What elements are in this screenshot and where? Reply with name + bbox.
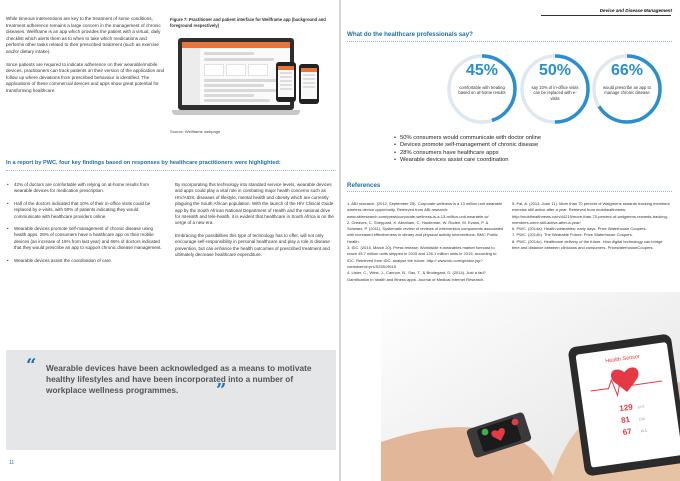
reference-item: 6. PWC. (2014a). Health wearables: early days. Price Waterhouse Coopers. [512, 226, 647, 232]
figure-caption: Figure 7: Practitioner and patient interface for Wellframe app (background and foreground respectively) [170, 17, 326, 28]
decline-icon [512, 419, 519, 426]
divider [347, 41, 672, 42]
stat-label: would prescribe an app to manage chronic disease [603, 85, 651, 96]
quote-open-mark: “ [26, 355, 37, 376]
left-page [0, 0, 339, 481]
phone-image [299, 64, 319, 104]
page-number: 11 [9, 460, 15, 466]
references-column-left [347, 201, 505, 283]
list-item: • Half of the doctors indicated that 10% of their in-office visits could be replaced by e-visits, with 50% of patients indicating they would communicate with healthcare providers online. [6, 201, 166, 220]
stat-value: 45% [465, 62, 499, 79]
body-paragraph: By incorporating this technology into standard service levels, wearable devices and apps could play a vital role in combating major health concerns such as HIV/AIDS, diseases of lifestyle, mental health and obesity which are currently plaguing the South African population. With the launch of the HIV Clinical Guide app by the South African National Department of Health and the national drive for mHealth and tele-health, it is evident that healthcare in South Africa is on the verge of a new era. [175, 182, 334, 226]
unit-sys: SYS [637, 404, 645, 410]
reference-item: 5. Pai, A. (2013, June 11). More than 70 percent of Walgreens rewards tracking members exercise still active after a year. Retrieved from mobihealthnews: http://mobihealthnews.com/44219/more-than-70-percent-of-walgreens-rewards-tracking-members-were-still-active-after-a-year/ [512, 201, 670, 225]
wellframe-figure [172, 34, 322, 122]
reference-item: 8. PWC. (2014c). Healthcare delivery of the future. How digital technology can bridge time and distance between clinicians and consumers. PricewaterhouseCoopers. [512, 238, 663, 251]
stat-circle [444, 51, 520, 127]
intro-paragraph: While timeous interventions are key to the treatment of some conditions, treatment adherence remains a large concern in the management of chronic diseases. Wellframe is an app which provides the patient with a virtual, daily checklist which alerts them as to when to take which medications and performs other tasks related to their prescribed treatment (such as exercise and/or dietary intake). [6, 16, 161, 54]
section-title: Device and Disease Management [599, 8, 672, 13]
smartwatch-phone-photo [381, 292, 680, 481]
stat-value: 50% [538, 62, 572, 79]
stat-value: 66% [610, 62, 644, 79]
list-item: • Wearable devices assist the coordination of care. [6, 258, 166, 264]
phone-image [276, 62, 296, 102]
reading-sys: 129 [618, 402, 634, 414]
header-rule [541, 15, 671, 16]
body-paragraph: Embracing the possibilities this type of technology has to offer, will not only encourage self-responsibility in personal healthcare and play a role in disease prevention, but can enhance the health outcomes of prescribed treatment and ultimately decrease healthcare expenditure. [175, 232, 330, 258]
reading-dia: 81 [620, 414, 631, 426]
pull-quote: Wearable devices have been acknowledged as a means to motivate healthy lifestyles and have been incorporated into a number of workplace wellness programmes. [46, 363, 312, 395]
unit-pul: PUL [640, 428, 648, 434]
findings-list [6, 182, 166, 270]
list-item: • 42% of doctors are comfortable with relying on at-home results from wearable devices for medication prescription. [6, 182, 166, 195]
references-heading: References [347, 182, 381, 189]
divider [347, 191, 672, 192]
intro-text [6, 16, 166, 101]
reading-pul: 67 [622, 426, 633, 437]
list-item: • Wearable devices assist care coordination [394, 157, 664, 164]
quote-close-mark: ” [216, 380, 227, 401]
right-page [341, 0, 680, 481]
stat-circle [589, 51, 665, 127]
reference-item: 7. PWC. (2014b). The Wearable Future. Price Waterhouse Coopers. [512, 232, 633, 238]
reference-item: 3. IDC. (2015, March 20). Press release: Worldwide e-wearables market forecast to reach 45.7 million units shipped in 2015 and 126.1 million units in 2019, according to IDC. Retrieved from IDC: analyse the future: http:// www.idc.com/getdoc.jsp?containerId=prUS25519615 [347, 245, 497, 269]
divider [6, 170, 336, 171]
consumer-points [394, 135, 664, 164]
pwc-heading: In a report by PWC, four key findings based on responses by healthcare practitioners were highlighted: [6, 160, 281, 166]
stat-label: say 10% of in-office visits can be replaced with e-visits [531, 85, 579, 101]
intro-paragraph: Since patients are required to indicate adherence on their wearable/mobile devices, practitioners can track patients on their version of the application and follow up where deviations from prescribed behaviour is identified. The applications of these commercial devices and apps show great potential for transforming healthcare. [6, 61, 165, 93]
app-title: Health Sensor [604, 353, 641, 365]
reference-item: 1. ABI research. (2012, September 25). Corporate wellness is a 13 million unit wearable wireless device opportunity. Retrieved from ABI research: www.abiresearch.com/press/corporate-wellness-is-a-13-million-unit-wearable-w/ [347, 201, 503, 219]
figure-source: Source: Wellframe webpage [170, 129, 221, 134]
list-item: • Devices promote self-management of chronic disease [394, 142, 664, 149]
healthcare-heading: What do the healthcare professionals say? [347, 31, 473, 38]
list-item: • Wearable devices promote self-management of chronic disease using health apps. 28% of consumers have a healthcare app on their mobile devices (an increase of 16% from last year) and 66% of doctors indicated that they would prescribe an app to support chronic disease management. [6, 226, 166, 252]
list-item: • 50% consumers would communicate with doctor online [394, 135, 664, 142]
stat-label: comfortable with treating based on at-home results [458, 85, 506, 96]
unit-dia: DIA [638, 416, 646, 422]
body-text [175, 182, 335, 264]
reference-item: 4. Lister, C., West, J., Cannon, B., Sax, T., & Brodegard, D. (2014). Just a fad? Gamification in health and fitness apps. Journal of Medical Internet Research. [347, 270, 486, 282]
list-item: • 28% consumers have healthcare apps [394, 150, 664, 157]
reference-item: 2. Greaves, C. Sheppard, K. Abraham, C. Hardeman, W. Roden, M. Evans, P. & Schwarz, P. (2011). Systematic review of reviews of intervention components associated with increased effectiveness in dietary and physical activity interventions. BMC Public Health. [347, 219, 504, 244]
accept-icon [482, 429, 489, 436]
references-column-right [512, 201, 670, 251]
stat-circle [517, 51, 593, 127]
